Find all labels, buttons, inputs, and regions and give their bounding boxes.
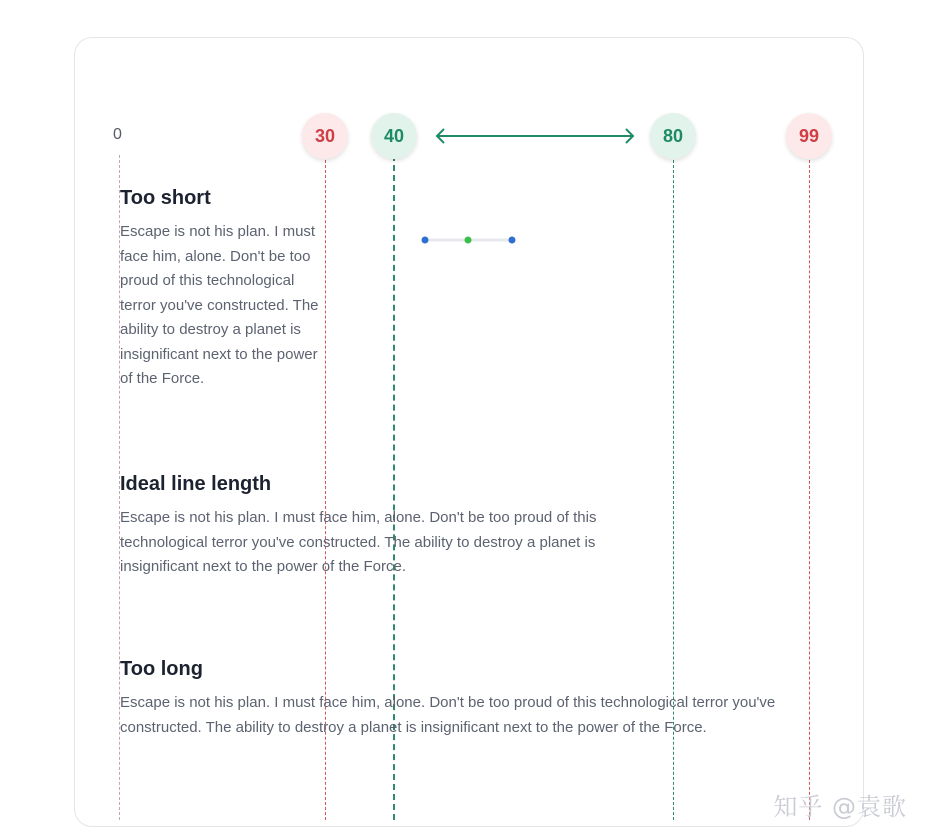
- handle-mid: [465, 237, 472, 244]
- marker-30: 30: [302, 113, 348, 159]
- handle-right: [509, 237, 516, 244]
- marker-40: 40: [371, 113, 417, 159]
- section-heading: Too long: [120, 658, 203, 680]
- marker-80: 80: [650, 113, 696, 159]
- handle-left: [422, 237, 429, 244]
- section-heading: Too short: [120, 187, 211, 209]
- section-too-long: [120, 658, 820, 740]
- section-body: Escape is not his plan. I must face him, alone. Don't be too proud of this technological terror you've constructed. The ability to destroy a planet is insignificant next to the power of the Force.: [120, 694, 776, 736]
- range-arrow-icon: [434, 127, 636, 145]
- ruler-zero-label: 0: [113, 126, 122, 143]
- section-ideal: [120, 473, 625, 580]
- watermark: 知乎 @袁歌: [773, 793, 907, 821]
- section-too-short: [120, 187, 326, 392]
- section-heading: Ideal line length: [120, 473, 272, 495]
- section-body: Escape is not his plan. I must face him, alone. Don't be too proud of this technological terror you've constructed. The ability to destroy a planet is insignificant next to the power of the Force.: [120, 223, 319, 387]
- section-body: Escape is not his plan. I must face him, alone. Don't be too proud of this technological terror you've constructed. The ability to destroy a planet is insignificant next to the power of the Force.: [120, 509, 597, 575]
- selection-handles[interactable]: [418, 232, 520, 248]
- marker-99: 99: [786, 113, 832, 159]
